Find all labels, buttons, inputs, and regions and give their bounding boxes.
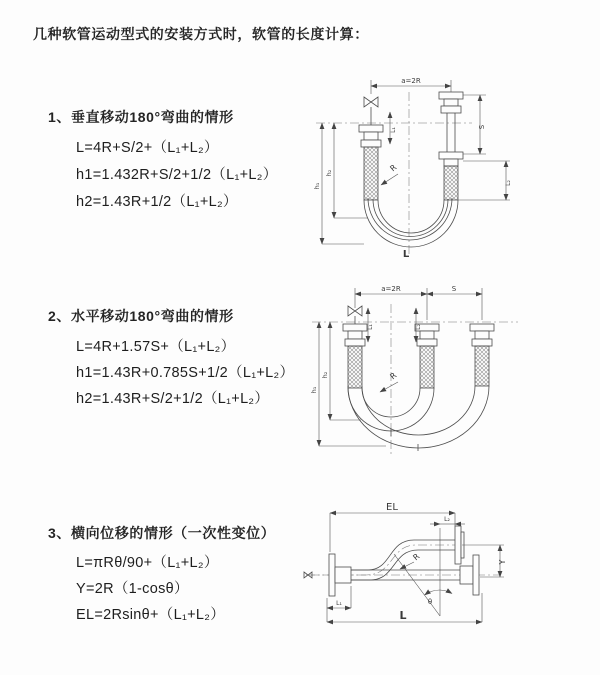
dimension-labels [336,502,507,622]
dim-label-l2: L₂ [415,324,422,330]
valve-icon [364,97,378,107]
dim-label-el: EL [386,502,398,513]
hose-drawing [359,92,463,247]
formula-s3-y: Y=2R（1-cosθ） [76,581,189,597]
formula-s1-length: L=4R+S/2+（L₁+L₂） [76,140,219,156]
section-3-heading: 3、横向位移的情形（一次性变位） [48,525,276,541]
formula-s1-h2: h2=1.43R+1/2（L₁+L₂） [76,194,238,210]
dimension-labels [313,77,512,260]
dim-label-h1: h₁ [313,182,321,190]
formula-s2-h2: h2=1.43R+S/2+1/2（L₁+L₂） [76,391,270,407]
formula-s3-el: EL=2Rsinθ+（L₁+L₂） [76,607,226,623]
dim-label-r: R [411,551,422,563]
diagram-horizontal-180-bend [306,280,536,460]
dimension-lines [322,80,510,244]
dim-label-l1: L₁ [390,127,397,133]
dim-label-l: L [399,609,407,622]
dim-label-s: S [451,285,457,293]
dim-label-l: L [402,249,410,260]
dim-label-h2: h₂ [325,169,333,177]
dim-label-s: S [478,124,486,130]
dim-label-r: R [388,162,399,174]
dim-label-y: Y [498,559,507,565]
formula-s2-length: L=4R+1.57S+（L₁+L₂） [76,339,236,355]
formula-s1-h1: h1=1.432R+S/2+1/2（L₁+L₂） [76,167,278,183]
dim-label-a2r: a=2R [381,285,401,293]
dim-label-l2: L₂ [444,516,450,523]
dim-label-l1: L₁ [336,600,342,607]
dim-label-a2r: a=2R [401,77,421,85]
dim-label-l1: L₁ [367,324,374,330]
diagram-lateral-displacement [296,498,571,646]
page-title: 几种软管运动型式的安装方式时，软管的长度计算： [33,26,369,42]
dimension-lines [319,288,482,446]
dim-label-theta: θ [427,598,433,606]
diagram-vertical-180-bend [310,70,528,260]
dim-label-l2: L₂ [505,180,512,186]
dim-label-h1: h₁ [310,386,318,394]
section-2-heading: 2、水平移动180°弯曲的情形 [48,308,234,324]
formula-s2-h1: h1=1.43R+0.785S+1/2（L₁+L₂） [76,365,295,381]
section-1-heading: 1、垂直移动180°弯曲的情形 [48,109,234,125]
formula-s3-length: L=πRθ/90+（L₁+L₂） [76,555,219,571]
dim-label-h2: h₂ [321,371,329,379]
dim-label-r: R [388,370,399,382]
